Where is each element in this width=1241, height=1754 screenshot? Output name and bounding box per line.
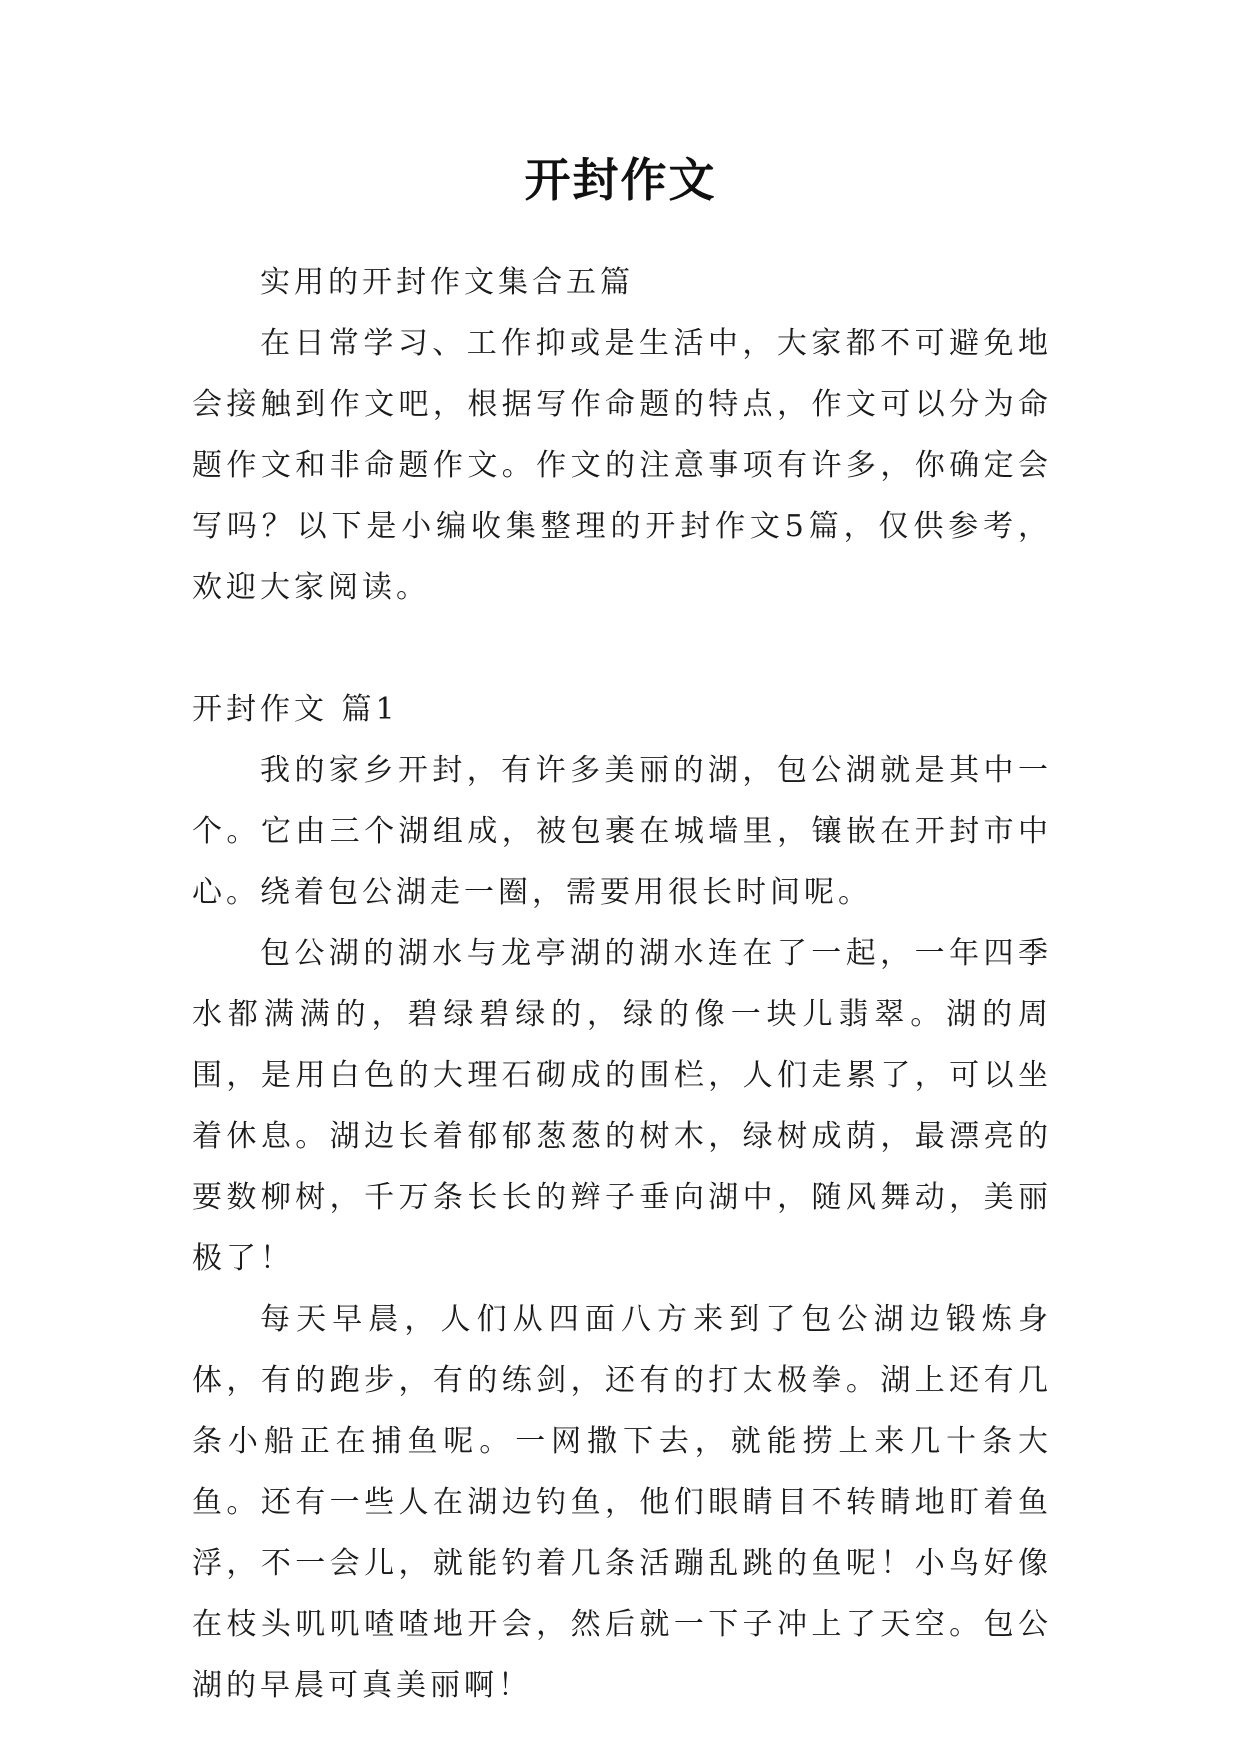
- document-body: [192, 252, 1052, 1716]
- intro-paragraph: 在日常学习、工作抑或是生活中，大家都不可避免地会接触到作文吧，根据写作命题的特点，作文可以分为命题作文和非命题作文。作文的注意事项有许多，你确定会写吗？以下是小编收集整理的开封作文5篇，仅供参考，欢迎大家阅读。: [192, 326, 1052, 605]
- section-paragraph: 包公湖的湖水与龙亭湖的湖水连在了一起，一年四季水都满满的，碧绿碧绿的，绿的像一块儿翡翠。湖的周围，是用白色的大理石砌成的围栏，人们走累了，可以坐着休息。湖边长着郁郁葱葱的树木，绿树成荫，最漂亮的要数柳树，千万条长长的辫子垂向湖中，随风舞动，美丽极了！: [192, 936, 1052, 1276]
- section-paragraph: 我的家乡开封，有许多美丽的湖，包公湖就是其中一个。它由三个湖组成，被包裹在城墙里，镶嵌在开封市中心。绕着包公湖走一圈，需要用很长时间呢。: [192, 753, 1052, 910]
- section-spacer: [192, 618, 1052, 679]
- intro-heading: 实用的开封作文集合五篇: [260, 265, 634, 300]
- section-paragraph: 每天早晨，人们从四面八方来到了包公湖边锻炼身体，有的跑步，有的练剑，还有的打太极拳。湖上还有几条小船正在捕鱼呢。一网撒下去，就能捞上来几十条大鱼。还有一些人在湖边钓鱼，他们眼睛目不转睛地盯着鱼浮，不一会儿，就能钓着几条活蹦乱跳的鱼呢！小鸟好像在枝头叽叽喳喳地开会，然后就一下子冲上了天空。包公湖的早晨可真美丽啊！: [192, 1302, 1052, 1703]
- document-title: 开封作文: [524, 153, 717, 207]
- section-heading: 开封作文 篇1: [192, 692, 399, 727]
